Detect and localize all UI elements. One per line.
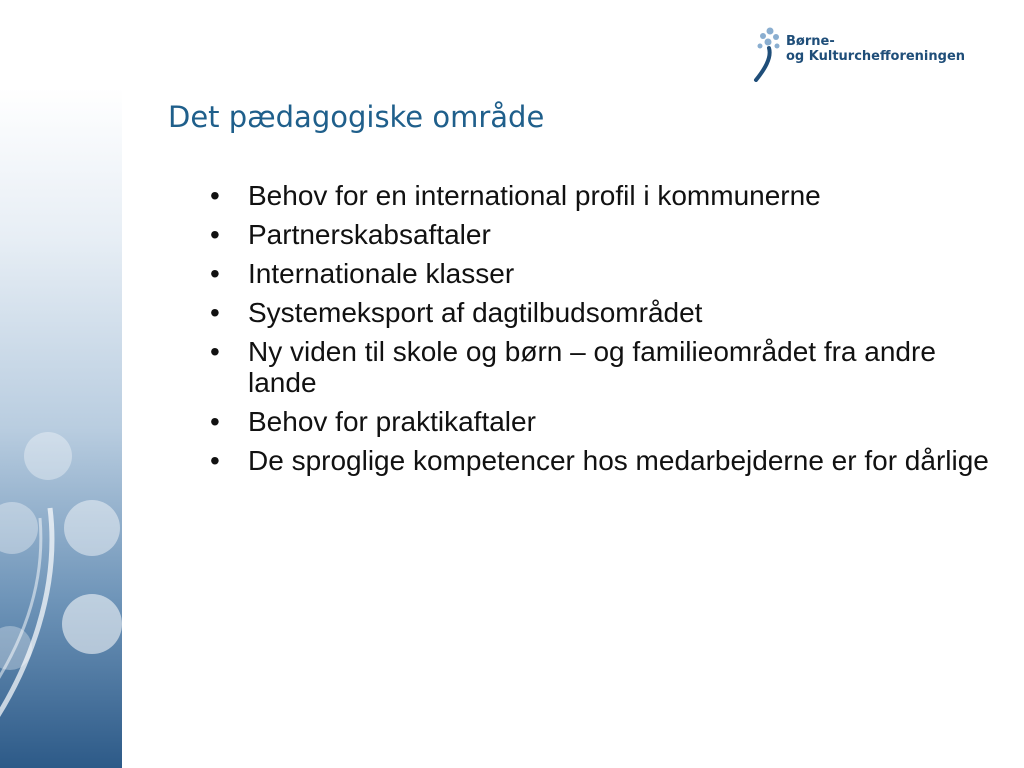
logo-line-2: og Kulturchefforeningen <box>786 49 966 64</box>
bullet-text: Behov for praktikaftaler <box>248 406 536 437</box>
bullet-item <box>210 258 990 289</box>
bullet-item <box>210 219 990 250</box>
bullet-dot-icon: • <box>210 445 220 476</box>
bullet-text: Behov for en international profil i kommunerne <box>248 180 821 211</box>
bullet-list <box>210 180 990 484</box>
bullet-text: Internationale klasser <box>248 258 515 289</box>
bullet-dot-icon: • <box>210 180 220 211</box>
logo-line-1: Børne- <box>786 34 835 49</box>
bullet-dot-icon: • <box>210 406 220 437</box>
bullet-text: Systemeksport af dagtilbudsområdet <box>248 297 703 328</box>
bullet-item <box>210 180 990 211</box>
bullet-text: Partnerskabsaftaler <box>248 219 491 250</box>
bullet-item <box>210 297 990 328</box>
bullet-item <box>210 406 990 437</box>
bullet-text: Ny viden til skole og børn – og familieområdet fra andre lande <box>248 336 936 398</box>
bullet-item <box>210 445 990 476</box>
bullet-text: De sproglige kompetencer hos medarbejderne er for dårlige <box>248 445 989 476</box>
figure-dots-logo-icon <box>752 26 784 82</box>
decorative-side-band <box>0 88 122 768</box>
logo-wordmark <box>786 34 965 64</box>
decorative-circles-icon <box>0 88 122 768</box>
bullet-dot-icon: • <box>210 219 220 250</box>
organization-logo <box>752 26 966 82</box>
bullet-dot-icon: • <box>210 336 220 367</box>
bullet-dot-icon: • <box>210 258 220 289</box>
bullet-dot-icon: • <box>210 297 220 328</box>
bullet-item <box>210 336 990 398</box>
slide-title: Det pædagogiske område <box>168 100 545 134</box>
